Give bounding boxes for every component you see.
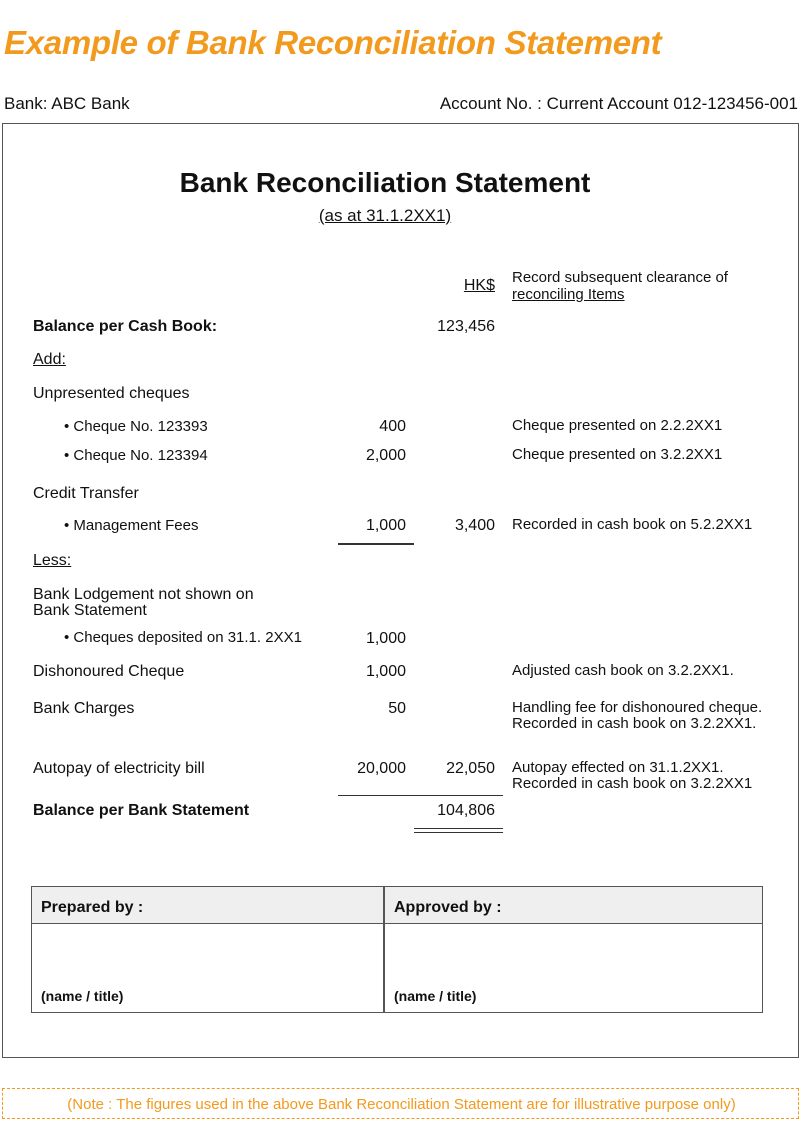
add-label: Add: — [33, 351, 66, 368]
cheque-item-amount: 2,000 — [365, 447, 406, 464]
dishonoured-cheque-note: Adjusted cash book on 3.2.2XX1. — [512, 662, 734, 679]
add-subtotal-rule — [338, 543, 414, 545]
balance-cash-book-label: Balance per Cash Book: — [33, 318, 218, 335]
cheque-item-note: Cheque presented on 3.2.2XX1 — [512, 446, 723, 463]
bank-name: Bank: ABC Bank — [4, 94, 130, 113]
bank-charges-label: Bank Charges — [33, 700, 135, 717]
cheque-item-label: • Cheque No. 123394 — [64, 447, 208, 464]
dishonoured-cheque-label: Dishonoured Cheque — [33, 663, 185, 680]
prepared-by-name-title: (name / title) — [41, 988, 124, 1004]
page-title: Example of Bank Reconciliation Statement — [4, 24, 662, 61]
account-number: Account No. : Current Account 012-123456-001 — [439, 94, 798, 113]
bank-charges-amount: 50 — [388, 700, 406, 717]
disclaimer-box — [2, 1088, 799, 1119]
cheque-item-label: • Cheque No. 123393 — [64, 418, 208, 435]
balance-bank-statement-label: Balance per Bank Statement — [33, 802, 250, 819]
autopay-note-line2: Recorded in cash book on 3.2.2XX1 — [512, 775, 753, 792]
prepared-by-label: Prepared by : — [32, 887, 383, 924]
approved-by-name-title: (name / title) — [394, 988, 477, 1004]
cheques-deposited-amount: 1,000 — [365, 630, 406, 647]
less-subtotal-rule — [338, 795, 503, 796]
dishonoured-cheque-amount: 1,000 — [365, 663, 406, 680]
approved-by-cell[interactable] — [385, 887, 762, 1012]
management-fees-note: Recorded in cash book on 5.2.2XX1 — [512, 516, 753, 533]
statement-date: (as at 31.1.2XX1) — [318, 206, 452, 225]
management-fees-amount: 1,000 — [365, 517, 406, 534]
management-fees-label: • Management Fees — [64, 517, 199, 534]
statement-title: Bank Reconciliation Statement — [179, 167, 591, 198]
notes-header-line1: Record subsequent clearance of — [512, 269, 728, 286]
add-subtotal: 3,400 — [454, 517, 495, 534]
lodgement-label-line1: Bank Lodgement not shown on — [33, 586, 254, 603]
balance-cash-book-total: 123,456 — [437, 318, 495, 335]
disclaimer-note: (Note : The figures used in the above Bank Reconciliation Statement are for illustrative purpose only) — [67, 1096, 736, 1113]
lodgement-label-line2: Bank Statement — [33, 602, 147, 619]
prepared-by-cell[interactable] — [32, 887, 385, 1012]
balance-bank-statement-total: 104,806 — [437, 802, 495, 819]
total-double-rule-top — [414, 828, 503, 829]
autopay-amount: 20,000 — [357, 760, 406, 777]
unpresented-cheques-label: Unpresented cheques — [33, 385, 190, 402]
cheque-item-note: Cheque presented on 2.2.2XX1 — [512, 417, 723, 434]
less-label: Less: — [33, 552, 72, 569]
autopay-note-line1: Autopay effected on 31.1.2XX1. — [512, 759, 724, 776]
signoff-table — [31, 886, 763, 1013]
cheques-deposited-label: • Cheques deposited on 31.1. 2XX1 — [64, 629, 302, 646]
less-subtotal: 22,050 — [446, 760, 495, 777]
bank-charges-note: Handling fee for dishonoured cheque. Recorded in cash book on 3.2.2XX1. — [512, 699, 763, 732]
approved-by-label: Approved by : — [385, 887, 762, 924]
cheque-item-amount: 400 — [379, 418, 406, 435]
credit-transfer-label: Credit Transfer — [33, 485, 139, 502]
currency-header: HK$ — [463, 277, 495, 294]
total-double-rule-bottom — [414, 832, 503, 833]
autopay-label: Autopay of electricity bill — [33, 760, 205, 777]
notes-header-line2: reconciling Items — [512, 286, 625, 303]
